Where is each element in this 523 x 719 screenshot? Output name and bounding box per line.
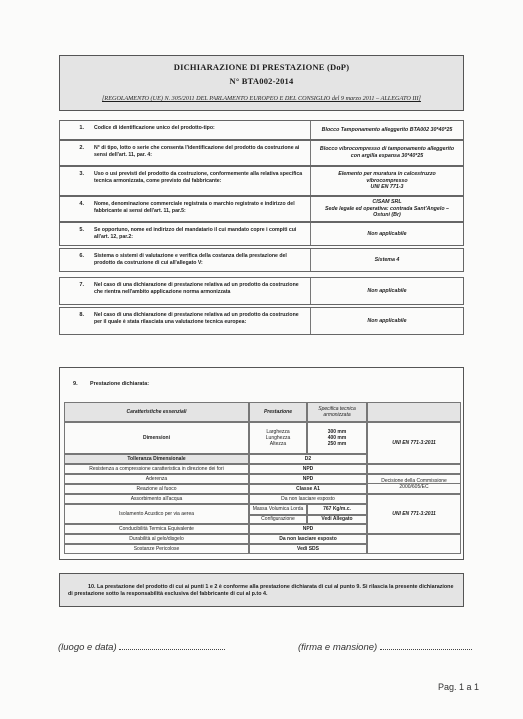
spec-commission-decision: Decisione della Commissione 2000/605/EC	[367, 474, 461, 494]
water-label: Assorbimento all'acqua	[64, 494, 249, 504]
header-box	[59, 55, 464, 111]
item-row-4	[59, 196, 464, 222]
tolerance-value: D2	[249, 454, 367, 464]
config-label: Configurazione	[249, 515, 307, 524]
config-value: Vedi Allegato	[307, 515, 367, 524]
spec-uni-en-1: UNI EN 771-3:2011	[367, 422, 461, 464]
freeze-label: Durabilità al gelo/disgelo	[64, 534, 249, 544]
answer-line: Ostuni (Br)	[373, 212, 401, 219]
item-number: 3.	[79, 171, 84, 177]
answer-line: vibrocompresso	[366, 177, 408, 184]
item-answer	[310, 278, 463, 304]
dim-value: 250 mm	[327, 441, 347, 448]
declaration-number: 10.	[88, 584, 96, 590]
place-date-label: (luogo e data)	[58, 642, 117, 653]
answer-line: Sistema 4	[374, 256, 400, 263]
performance-number: 9.	[73, 381, 78, 387]
dim-name: Lunghezza	[265, 434, 291, 441]
page-number: Pag. 1 a 1	[438, 682, 480, 692]
compression-label: Resistenza a compressione caratteristica in direzione dei fori	[64, 464, 249, 474]
declaration-content	[68, 584, 455, 598]
item-answer	[310, 223, 463, 245]
answer-line: Blocco vibrocompresso di tamponamento alleggerito	[319, 146, 455, 153]
answer-line: Non applicabile	[367, 287, 407, 294]
density-value: 767 Kg/m.c.	[307, 504, 367, 515]
spec-empty-1	[367, 464, 461, 474]
item-question: Nel caso di una dichiarazione di prestazione relativa ad un prodotto da costruzione per il quale è stata rilasciata una valutazione tecnica europea:	[94, 312, 299, 325]
dimensions-label: Dimensioni	[64, 422, 249, 454]
place-date-line	[119, 642, 225, 650]
fire-value: Classe A1	[249, 484, 367, 494]
dimensions-values	[307, 422, 367, 454]
item-row-2	[59, 140, 464, 166]
density-label: Massa Volumica Lorda	[249, 504, 307, 515]
item-answer	[310, 167, 463, 195]
item-question: Sistema o sistemi di valutazione e verifica della costanza della prestazione del prodotto da costruzione di cui all'allegato V:	[94, 253, 287, 266]
acoustic-label: Isolamento Acustico per via aerea	[64, 504, 249, 524]
adhesion-value: NPD	[249, 474, 367, 484]
item-row-3	[59, 166, 464, 196]
item-answer	[310, 141, 463, 165]
spec-empty-3	[367, 534, 461, 554]
fire-label: Reazione al fuoco	[64, 484, 249, 494]
item-number: 8.	[79, 312, 84, 318]
col-characteristics: Caratteristiche essenziali	[64, 402, 249, 422]
item-answer	[310, 308, 463, 334]
answer-line: con argilla espansa 30*40*25	[350, 153, 424, 159]
place-date-field	[58, 642, 225, 653]
performance-title: Prestazione dichiarata:	[90, 381, 150, 387]
document-number: N° BTA002-2014	[229, 76, 294, 86]
answer-line: Non applicabile	[367, 230, 407, 237]
item-row-6	[59, 248, 464, 272]
item-number: 5.	[79, 227, 84, 233]
answer-line: Blocco Tamponamento alleggerito BTA002 30*40*25	[321, 126, 453, 133]
col-spec: Specifica tecnica armonizzata	[307, 402, 367, 422]
hazard-label: Sostanze Pericolose	[64, 544, 249, 554]
thermal-value: NPD	[249, 524, 367, 534]
item-number: 1.	[79, 125, 84, 131]
item-row-7	[59, 277, 464, 305]
item-question: Se opportuno, nome ed indirizzo del mandatario il cui mandato copre i compiti cui all'art. 12, par.2:	[94, 227, 297, 240]
item-question: Codice di identificazione unico del prodotto-tipo:	[94, 125, 215, 131]
item-row-5	[59, 222, 464, 246]
dimensions-names	[249, 422, 307, 454]
declaration-text: La prestazione del prodotto di cui ai punti 1 e 2 è conforme alla prestazione dichiarata di cui al punto 9. Si rilascia la presente dichiarazione di prestazione sotto la responsabilità esclusiva del fabbricante di cui al p.to 4.	[68, 584, 454, 597]
dim-name: Altezza	[269, 441, 287, 448]
declaration-box	[59, 573, 464, 607]
item-question: Uso o usi previsti del prodotto da costruzione, conformemente alla relativa specifica tecnica armonizzata, come previsto dal fabbricante:	[94, 171, 303, 184]
item-row-8	[59, 307, 464, 335]
answer-line: CISAM SRL	[372, 199, 402, 206]
item-number: 4.	[79, 201, 84, 207]
spec-uni-en-2: UNI EN 771-3:2011	[367, 494, 461, 534]
item-answer	[310, 121, 463, 139]
regulation-reference: [REGOLAMENTO (UE) N. 305/2011 DEL PARLAMENTO EUROPEO E DEL CONSIGLIO del 9 marzo 2011 – ALLEGATO III]	[102, 95, 421, 102]
item-question: N° di tipo, lotto o serie che consenta l'identificazione del prodotto da costruzione ai sensi dell'art. 11, par. 4:	[94, 145, 300, 158]
signature-field	[298, 642, 472, 653]
water-value: Da non lasciare esposto	[249, 494, 367, 504]
signature-label: (firma e mansione)	[298, 642, 378, 653]
tolerance-label: Tolleranza Dimensionale	[64, 454, 249, 464]
thermal-label: Conducibilità Termica Equivalente	[64, 524, 249, 534]
answer-line: Elemento per muratura in calcestruzzo	[338, 171, 436, 178]
hazard-value: Vedi SDS	[249, 544, 367, 554]
item-number: 7.	[79, 282, 84, 288]
item-answer	[310, 197, 463, 221]
item-number: 2.	[79, 145, 84, 151]
item-answer	[310, 249, 463, 271]
answer-line: UNI EN 771-3	[370, 184, 404, 191]
dim-value: 400 mm	[327, 434, 347, 441]
document-title: DICHIARAZIONE DI PRESTAZIONE (DoP)	[173, 62, 350, 72]
dim-value: 300 mm	[327, 428, 347, 435]
dim-name: Larghezza	[266, 428, 290, 435]
adhesion-label: Aderenza	[64, 474, 249, 484]
signature-line	[380, 642, 472, 650]
freeze-value: Da non lasciare esposto	[249, 534, 367, 544]
answer-line: Non applicabile	[367, 317, 407, 324]
col-performance: Prestazione	[249, 402, 307, 422]
item-number: 6.	[79, 253, 84, 259]
item-question: Nel caso di una dichiarazione di prestazione relativa ad un prodotto da costruzione che rientra nell'ambito applicazione norma armonizzata	[94, 282, 299, 295]
compression-value: NPD	[249, 464, 367, 474]
item-row-1	[59, 120, 464, 140]
col-blank	[367, 402, 461, 422]
answer-line: Sede legale ed operativa: contrada Sant'Angelo –	[324, 205, 449, 212]
item-question: Nome, denominazione commerciale registrata o marchio registrato e indirizzo del fabbricante ai sensi dell'art. 11, par.5:	[94, 201, 295, 214]
performance-table	[59, 367, 464, 560]
